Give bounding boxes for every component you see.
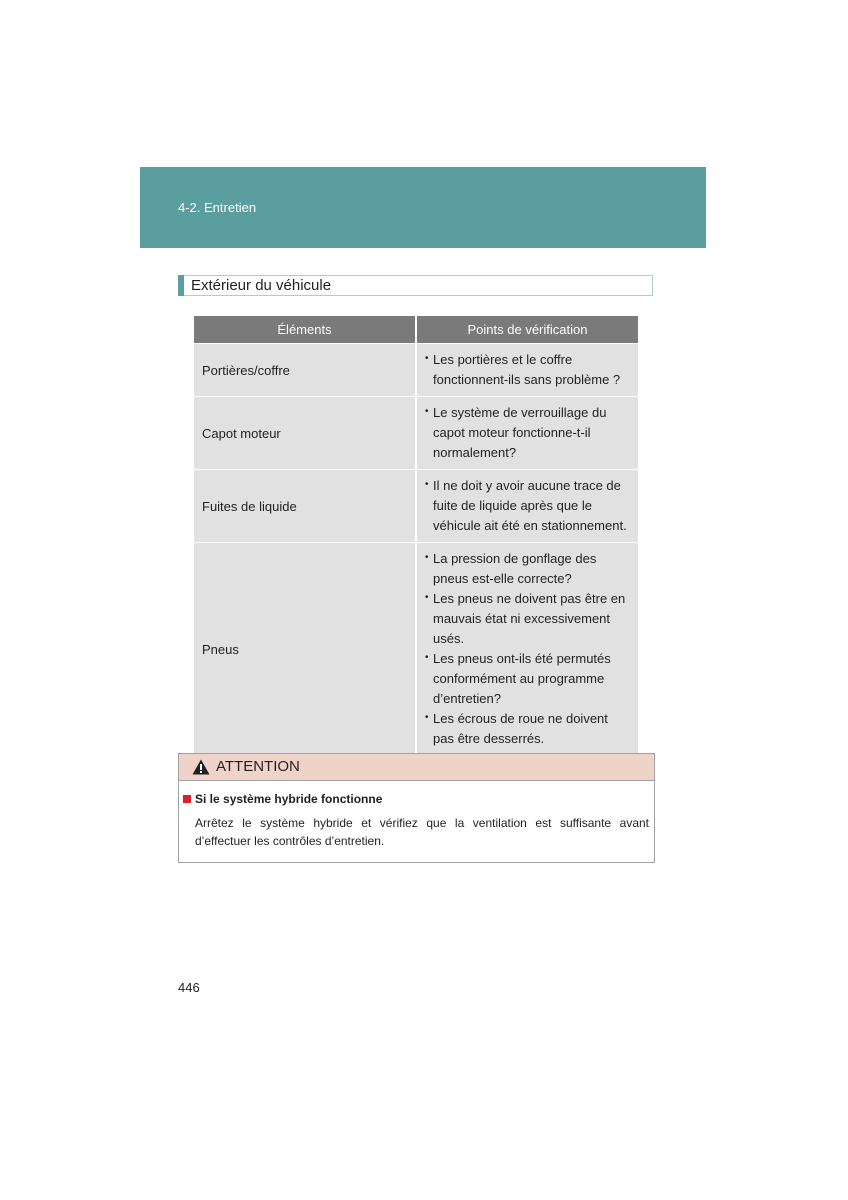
table-row [194, 470, 638, 543]
check-point: • Les écrous de roue ne doivent pas être desserrés. [425, 709, 632, 749]
row-points [416, 543, 638, 756]
check-point: • Le système de verrouillage du capot moteur fonctionne-t-il normalement? [425, 403, 632, 463]
attention-subtitle-row [183, 792, 382, 806]
row-item: Fuites de liquide [194, 470, 416, 543]
check-point: • Les pneus ont-ils été permutés conformément au programme d’entretien? [425, 649, 632, 709]
check-point: • Il ne doit y avoir aucune trace de fuite de liquide après que le véhicule ait été en stationnement. [425, 476, 632, 536]
table-row [194, 397, 638, 470]
warning-triangle-icon [192, 759, 210, 775]
section-title: Extérieur du véhicule [191, 277, 332, 294]
row-points [416, 344, 638, 397]
row-points [416, 470, 638, 543]
check-point: • Les pneus ne doivent pas être en mauvais état ni excessivement usés. [425, 589, 632, 649]
check-point: • La pression de gonflage des pneus est-elle correcte? [425, 549, 632, 589]
chapter-header-band [140, 167, 706, 248]
inspection-table [194, 316, 638, 755]
section-title-box [178, 275, 653, 296]
red-square-icon [183, 795, 191, 803]
row-points [416, 397, 638, 470]
column-header-elements: Éléments [194, 316, 416, 344]
attention-header [179, 754, 654, 781]
attention-text: Arrêtez le système hybride et vérifiez que la ventilation est suffisante avant d’effectuer les contrôles d’entretien. [195, 816, 649, 848]
row-item: Pneus [194, 543, 416, 756]
attention-box [178, 753, 655, 863]
page-number: 446 [178, 980, 200, 995]
title-accent-bar [178, 275, 184, 296]
table-header-row [194, 316, 638, 344]
table-row [194, 543, 638, 756]
table-row [194, 344, 638, 397]
attention-subtitle: Si le système hybride fonctionne [195, 792, 383, 806]
attention-title: ATTENTION [216, 758, 300, 775]
column-header-points: Points de vérification [416, 316, 638, 344]
section-label: 4-2. Entretien [178, 200, 257, 215]
check-point: • Les portières et le coffre fonctionnent-ils sans problème ? [425, 350, 632, 390]
row-item: Capot moteur [194, 397, 416, 470]
row-item: Portières/coffre [194, 344, 416, 397]
